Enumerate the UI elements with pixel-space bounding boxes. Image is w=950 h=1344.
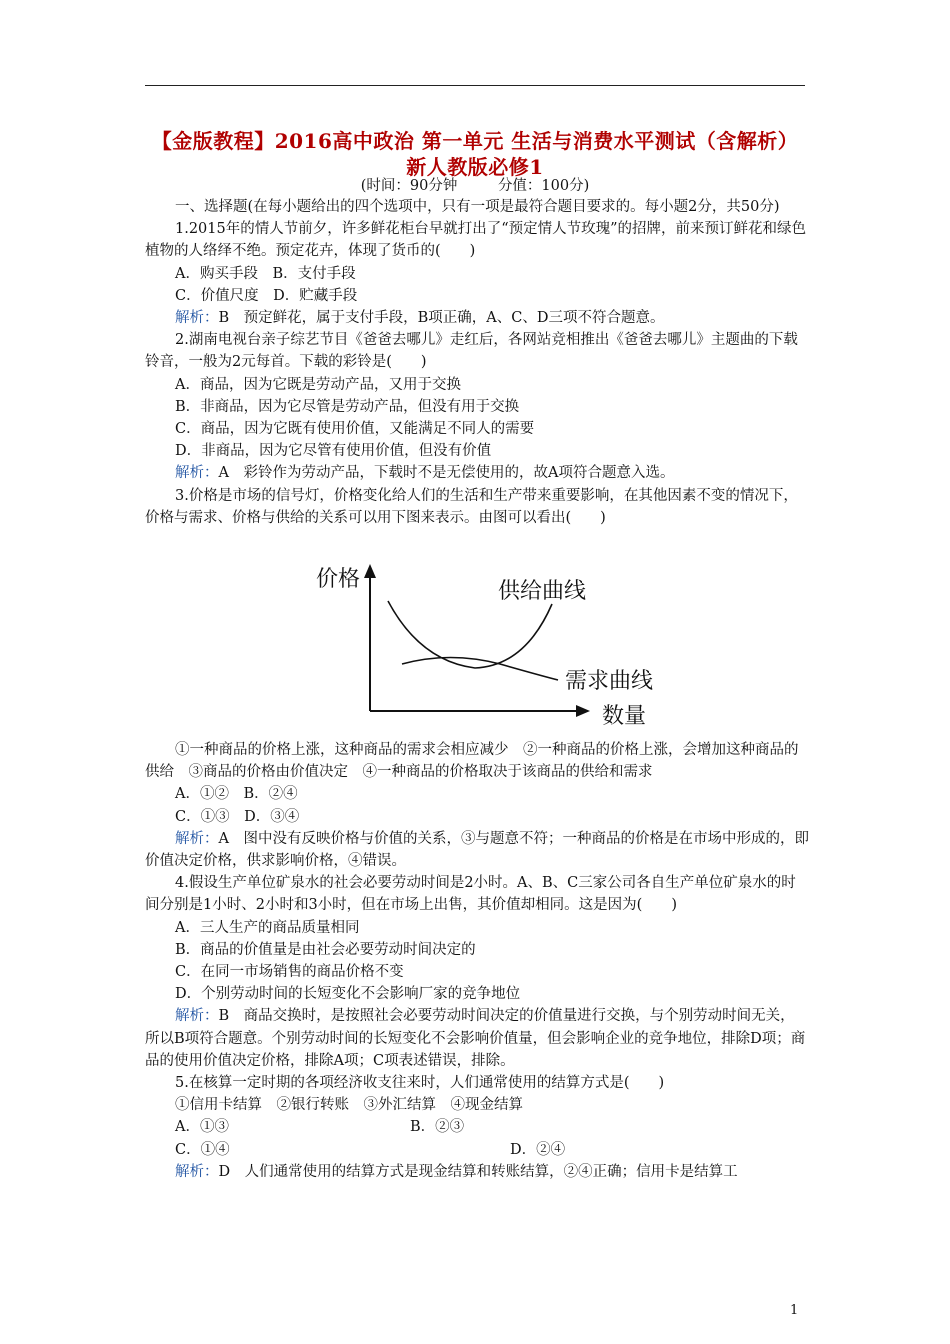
q5-option-c: C．①④ — [175, 1141, 230, 1158]
q4-analysis — [145, 1005, 809, 1072]
q1-analysis — [145, 307, 809, 329]
q1-stem: 1.2015年的情人节前夕，许多鲜花柜台早就打出了“预定情人节玫瑰”的招牌，前来预订鲜花和绿色植物的人络绎不绝。预定花卉，体现了货币的( ) — [145, 221, 807, 260]
q5-options-ab — [145, 1116, 809, 1138]
q3-analysis-text: A 图中没有反映价格与价值的关系，③与题意不符；一种商品的价格是在市场中形成的，即价值决定价格，供求影响价格，④错误。 — [145, 830, 809, 870]
exam-time: (时间：90分钟 — [360, 178, 458, 194]
q5-options-cd — [145, 1139, 809, 1161]
page-number: 1 — [790, 1303, 799, 1318]
q3-options-ab: A．①② B．②④ — [175, 786, 298, 803]
x-axis-label: 数量 — [602, 704, 647, 729]
analysis-label: 解析： — [175, 1163, 219, 1180]
q5-analysis — [145, 1161, 809, 1183]
content-block-2 — [145, 739, 809, 1183]
content-block-1 — [145, 196, 809, 529]
q2-option-c: C．商品，因为它既有使用价值，又能满足不同人的需要 — [175, 421, 535, 438]
demand-curve-label: 需求曲线 — [565, 669, 654, 694]
q4-option-b: B．商品的价值量是由社会必要劳动时间决定的 — [175, 941, 476, 958]
q4-option-d: D．个别劳动时间的长短变化不会影响厂家的竞争地位 — [175, 986, 521, 1003]
q3-analysis — [145, 828, 809, 872]
q5-option-d: D．②④ — [510, 1141, 566, 1158]
q2-analysis — [145, 462, 809, 484]
x-axis-arrow — [576, 705, 590, 717]
supply-demand-chart — [310, 556, 690, 731]
q1-options-ab: A．购买手段 B．支付手段 — [175, 265, 356, 282]
q2-option-b: B．非商品，因为它尽管是劳动产品，但没有用于交换 — [175, 398, 520, 415]
q5-option-b: B．②③ — [410, 1119, 465, 1136]
q2-option-a: A．商品，因为它既是劳动产品，又用于交换 — [175, 376, 461, 393]
demand-curve — [402, 658, 558, 681]
q2-stem: 2.湖南电视台亲子综艺节目《爸爸去哪儿》走红后，各网站竞相推出《爸爸去哪儿》主题曲的下载铃音，一般为2元每首。下载的彩铃是( ) — [145, 332, 798, 371]
q4-option-a: A．三人生产的商品质量相同 — [175, 919, 360, 936]
section-heading: 一、选择题(在每小题给出的四个选项中，只有一项是最符合题目要求的。每小题2分，共50分) — [175, 199, 780, 215]
analysis-label: 解析： — [175, 1008, 219, 1025]
q4-analysis-text: B 商品交换时，是按照社会必要劳动时间决定的价值量进行交换，与个别劳动时间无关，所以B项符合题意。个别劳动时间的长短变化不会影响价值量，但会影响企业的竞争地位，排除D项；商品的使用价值决定价格，排除A项；C项表述错误，排除。 — [145, 1008, 806, 1069]
analysis-label: 解析： — [175, 465, 219, 482]
q3-options-cd: C．①③ D．③④ — [175, 808, 300, 825]
exam-score: 分值：100分) — [497, 178, 590, 194]
q5-option-a: A．①③ — [175, 1119, 229, 1136]
exam-info — [0, 174, 950, 195]
y-axis-label: 价格 — [316, 567, 361, 592]
supply-curve-label: 供给曲线 — [498, 579, 587, 604]
analysis-label: 解析： — [175, 830, 219, 847]
q3-stem: 3.价格是市场的信号灯，价格变化给人们的生活和生产带来重要影响，在其他因素不变的情况下，价格与需求、价格与供给的关系可以用下图来表示。由图可以看出( ) — [145, 487, 798, 526]
q4-stem: 4.假设生产单位矿泉水的社会必要劳动时间是2小时。A、B、C三家公司各自生产单位矿泉水的时间分别是1小时、2小时和3小时，但在市场上出售，其价值却相同。这是因为( ) — [145, 875, 796, 914]
q5-stem: 5.在核算一定时期的各项经济收支往来时，人们通常使用的结算方式是( ) — [175, 1075, 665, 1092]
y-axis-arrow — [364, 564, 376, 578]
header-rule — [145, 85, 805, 86]
q4-option-c: C．在同一市场销售的商品价格不变 — [175, 964, 404, 981]
q1-analysis-text: B 预定鲜花，属于支付手段，B项正确，A、C、D三项不符合题意。 — [218, 310, 665, 327]
q2-option-d: D．非商品，因为它尽管有使用价值，但没有价值 — [175, 443, 492, 460]
q3-statements: ①一种商品的价格上涨，这种商品的需求会相应减少 ②一种商品的价格上涨，会增加这种商品的供给 ③商品的价格由价值决定 ④一种商品的价格取决于该商品的供给和需求 — [145, 742, 799, 781]
q5-analysis-text: D 人们通常使用的结算方式是现金结算和转账结算，②④正确；信用卡是结算工 — [218, 1163, 738, 1180]
analysis-label: 解析： — [175, 310, 219, 327]
q2-analysis-text: A 彩铃作为劳动产品，下载时不是无偿使用的，故A项符合题意入选。 — [218, 465, 675, 482]
document-subtitle: 新人教版必修1 — [406, 155, 544, 179]
q5-items: ①信用卡结算 ②银行转账 ③外汇结算 ④现金结算 — [175, 1097, 523, 1114]
q1-options-cd: C．价值尺度 D．贮藏手段 — [175, 287, 358, 304]
document-title: 【金版教程】2016高中政治 第一单元 生活与消费水平测试（含解析） — [151, 129, 799, 153]
